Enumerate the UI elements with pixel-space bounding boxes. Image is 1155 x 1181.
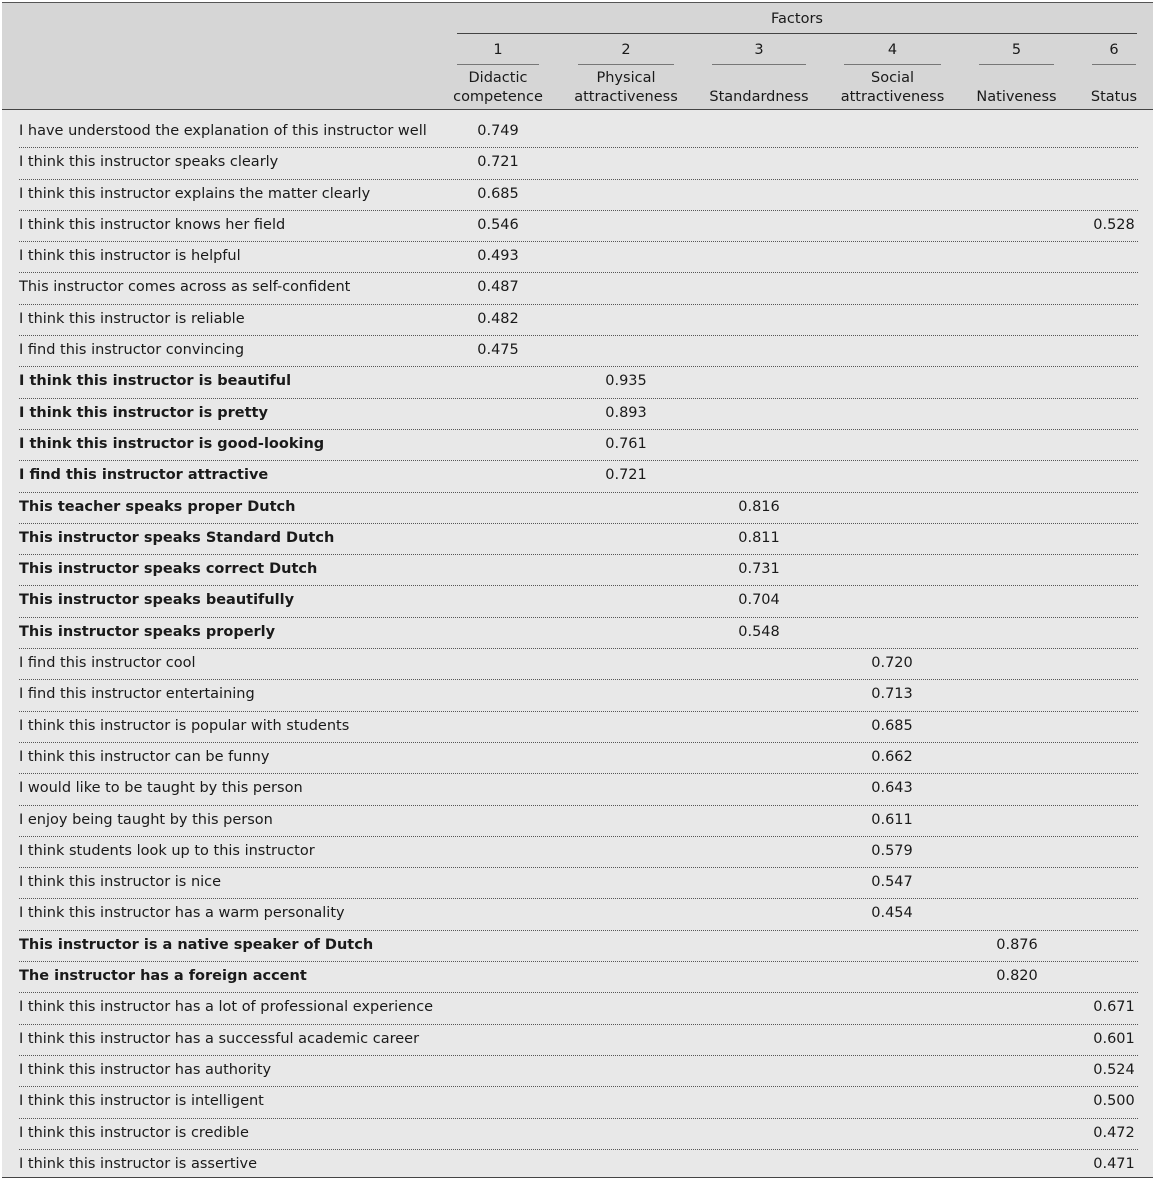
loading-value-factor-6: 0.601: [1093, 1030, 1135, 1047]
item-text: I find this instructor entertaining: [19, 686, 255, 703]
item-text: I think this instructor has a successful academic career: [19, 1030, 420, 1047]
loading-value-factor-6: 0.524: [1093, 1061, 1135, 1078]
loading-value-factor-6: 0.528: [1093, 216, 1135, 233]
item-text: I think this instructor is intelligent: [19, 1093, 264, 1110]
item-text: This instructor speaks properly: [19, 623, 276, 640]
table-row: [2, 1025, 1153, 1056]
item-text: I think this instructor has authority: [19, 1061, 272, 1078]
factor-number: 3: [754, 42, 764, 58]
loading-value-factor-2: 0.893: [605, 404, 647, 421]
table-row: [2, 524, 1153, 555]
table-row: [2, 774, 1153, 805]
factor-label: Nativeness: [976, 89, 1057, 105]
factor-label: Didactic competence: [453, 70, 543, 105]
item-text: I think this instructor explains the matter clearly: [19, 185, 371, 202]
item-text: I think this instructor is helpful: [19, 248, 241, 265]
loading-value-factor-4: 0.662: [871, 748, 913, 765]
table-row: [2, 305, 1153, 336]
loading-value-factor-2: 0.761: [605, 435, 647, 452]
table-row: [2, 117, 1153, 148]
table-row: [2, 1119, 1153, 1150]
factor-number: 1: [493, 42, 503, 58]
loading-value-factor-3: 0.816: [738, 498, 780, 515]
loading-value-factor-3: 0.811: [738, 529, 780, 546]
item-text: I enjoy being taught by this person: [19, 811, 273, 828]
table-row: [2, 680, 1153, 711]
table-row: [2, 367, 1153, 398]
table-row: [2, 273, 1153, 304]
table-header: [2, 3, 1153, 110]
loading-value-factor-4: 0.611: [871, 811, 913, 828]
table-row: [2, 336, 1153, 367]
loading-value-factor-1: 0.685: [477, 185, 519, 202]
factor-column-2: [574, 3, 678, 110]
table-row: [2, 148, 1153, 179]
item-text: I think this instructor knows her field: [19, 216, 286, 233]
loading-value-factor-6: 0.472: [1093, 1124, 1135, 1141]
factor-number: 4: [887, 42, 898, 58]
item-text: This instructor speaks correct Dutch: [19, 561, 318, 578]
loading-value-factor-3: 0.704: [738, 592, 780, 609]
table-row: [2, 461, 1153, 492]
loading-value-factor-1: 0.721: [477, 154, 519, 171]
loading-value-factor-1: 0.546: [477, 216, 519, 233]
table-row: [2, 242, 1153, 273]
loading-value-factor-1: 0.749: [477, 123, 519, 139]
factor-column-4: [840, 3, 945, 110]
factor-number: 5: [1011, 42, 1022, 58]
factor-column-3: [709, 3, 809, 110]
loading-value-factor-4: 0.643: [871, 780, 913, 797]
loading-value-factor-3: 0.548: [738, 623, 780, 640]
loading-value-factor-4: 0.579: [871, 842, 913, 859]
factor-column-5: [976, 3, 1057, 110]
table-row: [2, 1056, 1153, 1087]
table-row: [2, 180, 1153, 211]
table-row: [2, 1150, 1153, 1181]
factor-label: Physical attractiveness: [574, 70, 678, 105]
item-text: I think this instructor is nice: [19, 874, 222, 891]
loading-value-factor-1: 0.475: [477, 342, 519, 359]
loading-value-factor-6: 0.671: [1093, 999, 1135, 1016]
loading-value-factor-4: 0.685: [871, 717, 913, 734]
item-text: This instructor is a native speaker of Dutch: [19, 936, 374, 953]
factor-underline: [578, 64, 674, 65]
item-text: I think this instructor is popular with students: [19, 717, 350, 734]
factor-label: Standardness: [709, 89, 809, 105]
loading-value-factor-5: 0.820: [996, 968, 1038, 985]
table-row: [2, 993, 1153, 1024]
item-text: This instructor speaks beautifully: [19, 592, 295, 609]
loading-value-factor-1: 0.482: [477, 310, 519, 327]
item-text: I have understood the explanation of this instructor well: [19, 123, 427, 139]
loading-value-factor-1: 0.487: [477, 279, 519, 296]
table-row: [2, 586, 1153, 617]
factor-label: Status: [1090, 89, 1138, 105]
item-text: I think this instructor is good-looking: [19, 435, 325, 452]
loading-value-factor-4: 0.713: [871, 686, 913, 703]
factor-number: 6: [1109, 42, 1119, 58]
table-row: [2, 430, 1153, 461]
table-row: [2, 399, 1153, 430]
loading-value-factor-4: 0.547: [871, 874, 913, 891]
factor-underline: [1092, 64, 1136, 65]
factor-underline: [979, 64, 1054, 65]
factor-column-6: [1092, 3, 1136, 110]
item-text: I think this instructor is credible: [19, 1124, 249, 1141]
factor-label: Social attractiveness: [840, 70, 945, 105]
item-text: This teacher speaks proper Dutch: [19, 498, 296, 515]
item-text: I think this instructor has a lot of professional experience: [19, 999, 434, 1016]
table-row: [2, 211, 1153, 242]
loading-value-factor-4: 0.720: [871, 655, 913, 672]
table-row: [2, 962, 1153, 993]
loading-value-factor-6: 0.500: [1093, 1093, 1135, 1110]
table-row: [2, 837, 1153, 868]
item-text: I think students look up to this instructor: [19, 842, 315, 859]
item-text: I find this instructor cool: [19, 655, 196, 672]
table-row: [2, 649, 1153, 680]
item-text: This instructor comes across as self-confident: [19, 279, 351, 296]
item-text: I think this instructor speaks clearly: [19, 154, 279, 171]
factors-heading: Factors: [771, 11, 823, 27]
table-row: [2, 493, 1153, 524]
factor-column-1: [453, 3, 543, 110]
loading-value-factor-1: 0.493: [477, 248, 519, 265]
loading-value-factor-5: 0.876: [996, 936, 1038, 953]
table-body: [2, 117, 1153, 1181]
table-row: [2, 899, 1153, 930]
table-row: [2, 712, 1153, 743]
factor-underline: [844, 64, 941, 65]
loading-value-factor-3: 0.731: [738, 561, 780, 578]
item-text: This instructor speaks Standard Dutch: [19, 529, 335, 546]
table-row: [2, 743, 1153, 774]
table-row: [2, 618, 1153, 649]
item-text: I think this instructor is pretty: [19, 404, 268, 421]
table-row: [2, 1087, 1153, 1118]
table-row: [2, 806, 1153, 837]
loading-value-factor-4: 0.454: [871, 905, 913, 922]
item-text: I think this instructor is reliable: [19, 310, 245, 327]
item-text: I think this instructor can be funny: [19, 748, 270, 765]
loading-value-factor-2: 0.935: [605, 373, 647, 390]
table-row: [2, 931, 1153, 962]
item-text: I would like to be taught by this person: [19, 780, 303, 797]
factor-underline: [457, 64, 539, 65]
factor-underline: [712, 64, 806, 65]
item-text: The instructor has a foreign accent: [19, 968, 307, 985]
factor-number: 2: [621, 42, 631, 58]
item-text: I find this instructor convincing: [19, 342, 245, 359]
factor-loadings-table: [2, 2, 1153, 1178]
table-row: [2, 868, 1153, 899]
table-row: [2, 555, 1153, 586]
item-text: I think this instructor is assertive: [19, 1155, 258, 1172]
loading-value-factor-2: 0.721: [605, 467, 647, 484]
item-text: I find this instructor attractive: [19, 467, 269, 484]
loading-value-factor-6: 0.471: [1093, 1155, 1135, 1172]
item-text: I think this instructor is beautiful: [19, 373, 292, 390]
item-text: I think this instructor has a warm personality: [19, 905, 345, 922]
